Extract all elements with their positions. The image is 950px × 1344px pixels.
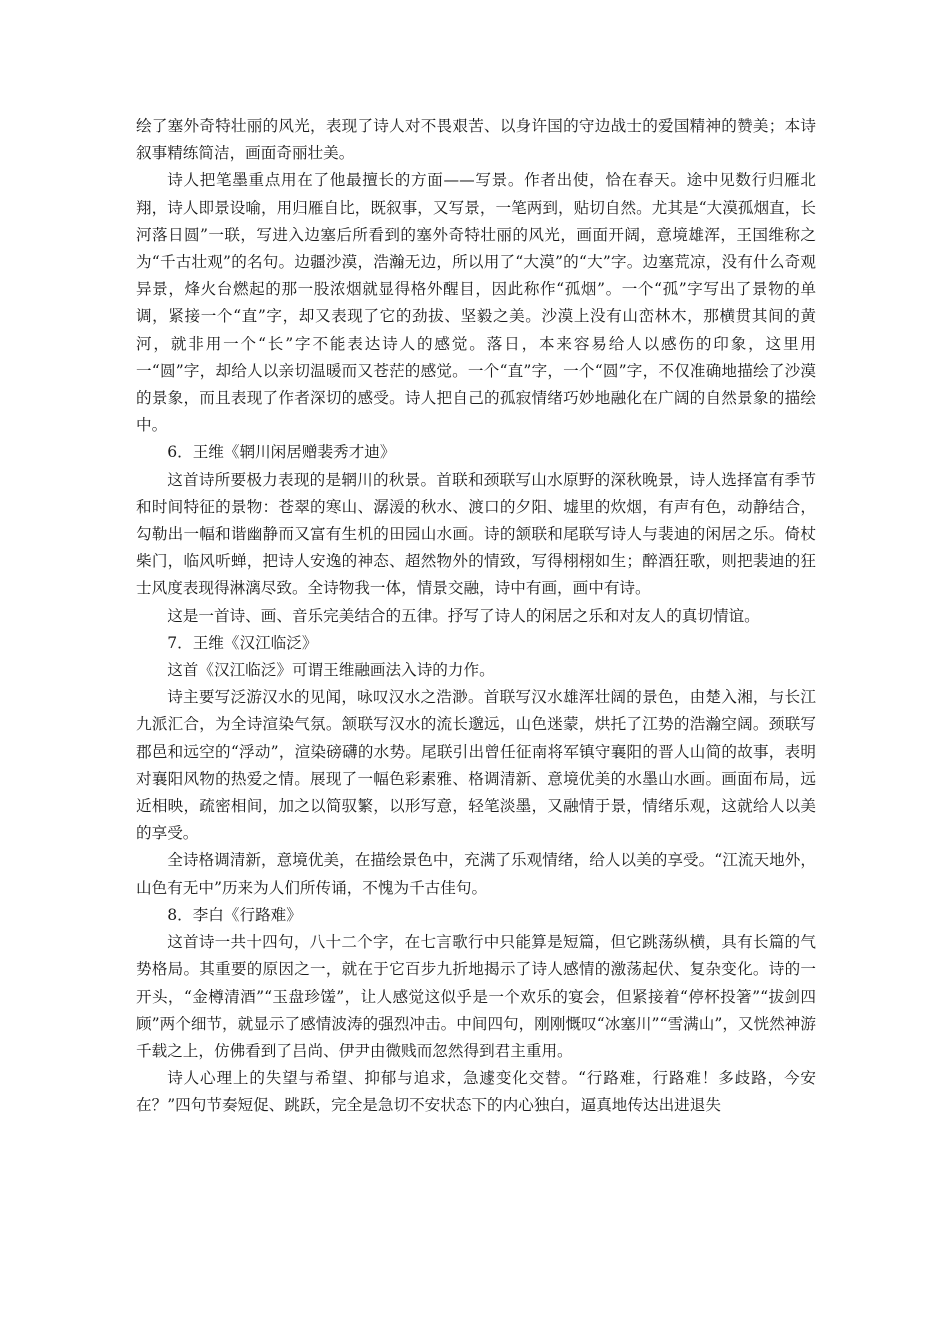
paragraph: 绘了塞外奇特壮丽的风光，表现了诗人对不畏艰苦、以身许国的守边战士的爱国精神的赞美；本诗叙事精练简洁，画面奇丽壮美。 <box>136 117 816 163</box>
paragraph: 全诗格调清新，意境优美，在描绘景色中，充满了乐观情绪，给人以美的享受。“江流天地外，山色有无中”历来为人们所传诵，不愧为千古佳句。 <box>136 851 816 897</box>
paragraph: 诗人把笔墨重点用在了他最擅长的方面——写景。作者出使，恰在春天。途中见数行归雁北翔，诗人即景设喻，用归雁自比，既叙事，又写景，一笔两到，贴切自然。尤其是“大漠孤烟直，长河落日圆”一联，写进入边塞后所看到的塞外奇特壮丽的风光，画面开阔，意境雄浑，王国维称之为“千古壮观”的名句。边疆沙漠，浩瀚无边，所以用了“大漠”的“大”字。边塞荒凉，没有什么奇观异景，烽火台燃起的那一股浓烟就显得格外醒目，因此称作“孤烟”。一个“孤”字写出了景物的单调，紧接一个“直”字，却又表现了它的劲拔、坚毅之美。沙漠上没有山峦林木，那横贯其间的黄河，就非用一个“长”字不能表达诗人的感觉。落日，本来容易给人以感伤的印象，这里用一“圆”字，却给人以亲切温暖而又苍茫的感觉。一个“直”字，一个“圆”字，不仅准确地描绘了沙漠的景象，而且表现了作者深切的感受。诗人把自己的孤寂情绪巧妙地融化在广阔的自然景象的描绘中。 <box>136 171 816 435</box>
section-heading: 7．王维《汉江临泛》 <box>167 633 318 652</box>
paragraph: 诗人心理上的失望与希望、抑郁与追求，急遽变化交替。“行路难，行路难！多歧路，今安在？”四句节奏短促、跳跃，完全是急切不安状态下的内心独白，逼真地传达出进退失 <box>136 1069 816 1115</box>
paragraph: 诗主要写泛游汉水的见闻，咏叹汉水之浩渺。首联写汉水雄浑壮阔的景色，由楚入湘，与长江九派汇合，为全诗渲染气氛。颔联写汉水的流长邈远，山色迷蒙，烘托了江势的浩瀚空阔。颈联写郡邑和远空的“浮动”，渲染磅礴的水势。尾联引出曾任征南将军镇守襄阳的晋人山简的故事，表明对襄阳风物的热爱之情。展现了一幅色彩素雅、格调清新、意境优美的水墨山水画。画面布局，远近相映，疏密相间，加之以简驭繁，以形写意，轻笔淡墨，又融情于景，情绪乐观，这就给人以美的享受。 <box>136 688 816 843</box>
paragraph: 这是一首诗、画、音乐完美结合的五律。抒写了诗人的闲居之乐和对友人的真切情谊。 <box>167 606 760 625</box>
section-heading: 8．李白《行路难》 <box>167 905 302 924</box>
paragraph: 这首《汉江临泛》可谓王维融画法入诗的力作。 <box>167 661 495 680</box>
paragraph: 这首诗所要极力表现的是辋川的秋景。首联和颈联写山水原野的深秋晚景，诗人选择富有季节和时间特征的景物：苍翠的寒山、潺湲的秋水、渡口的夕阳、墟里的炊烟，有声有色，动静结合，勾勒出一幅和谐幽静而又富有生机的田园山水画。诗的颔联和尾联写诗人与裴迪的闲居之乐。倚杖柴门，临风听蝉，把诗人安逸的神态、超然物外的情致，写得栩栩如生；醉酒狂歌，则把裴迪的狂士风度表现得淋漓尽致。全诗物我一体，情景交融，诗中有画，画中有诗。 <box>136 470 816 598</box>
paragraph: 这首诗一共十四句，八十二个字，在七言歌行中只能算是短篇，但它跳荡纵横，具有长篇的气势格局。其重要的原因之一，就在于它百步九折地揭示了诗人感情的激荡起伏、复杂变化。诗的一开头，“金樽清酒”“玉盘珍馐”，让人感觉这似乎是一个欢乐的宴会，但紧接着“停杯投箸”“拔剑四顾”两个细节，就显示了感情波涛的强烈冲击。中间四句，刚刚慨叹“冰塞川”“雪满山”，又恍然神游千载之上，仿佛看到了吕尚、伊尹由微贱而忽然得到君主重用。 <box>136 933 816 1060</box>
section-heading: 6．王维《辋川闲居赠裴秀才迪》 <box>167 443 396 462</box>
document-page <box>136 113 816 1120</box>
